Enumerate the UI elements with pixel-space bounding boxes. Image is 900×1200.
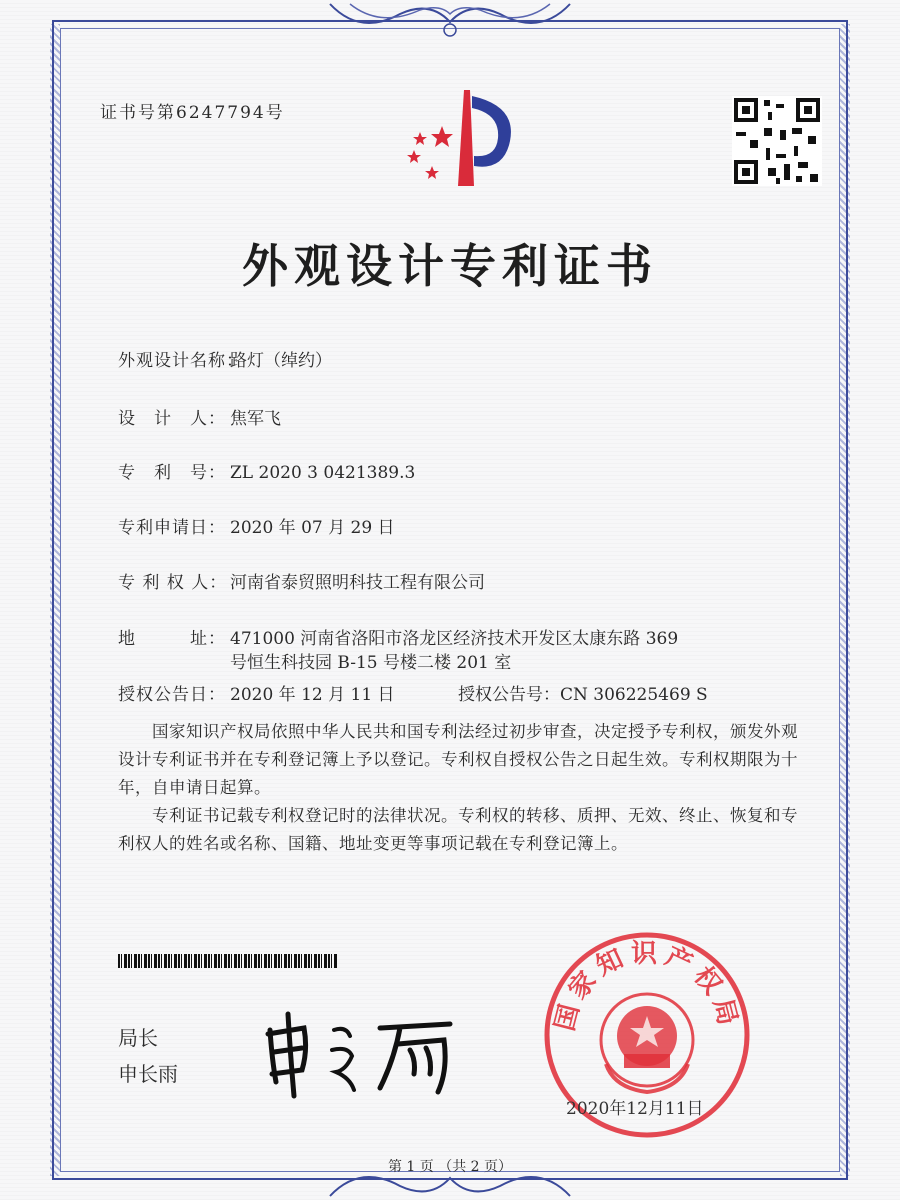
address-row — [118, 624, 678, 649]
grant-date-row — [118, 680, 395, 705]
filing-date-row — [118, 513, 395, 538]
design-name-row — [118, 346, 332, 371]
top-ornament-icon — [320, 0, 580, 42]
director-signature-icon — [250, 1000, 470, 1100]
grant-date-value: 2020 年 12 月 11 日 — [230, 685, 395, 705]
patent-number-label: 专 利 号： — [118, 463, 226, 483]
page-number: 第 1 页 （共 2 页） — [387, 1159, 513, 1175]
address-label: 地 址： — [118, 629, 226, 649]
design-name-label: 外观设计名称： — [118, 351, 244, 371]
grant-number-row — [458, 680, 708, 705]
grant-number-value: CN 306225469 S — [560, 685, 708, 705]
address-value-line1: 471000 河南省洛阳市洛龙区经济技术开发区太康东路 369 — [230, 629, 679, 649]
certificate-number: 证书号第6247794号 — [100, 103, 285, 123]
patentee-value: 河南省泰贸照明科技工程有限公司 — [230, 573, 485, 593]
designer-label: 设 计 人： — [118, 409, 226, 429]
seal-date: 2020年12月11日 — [566, 1099, 704, 1119]
director-title: 局长 — [118, 1026, 158, 1050]
designer-value: 焦军飞 — [230, 409, 281, 429]
patent-office-emblem-icon — [392, 86, 522, 196]
filing-date-label: 专利申请日： — [118, 518, 226, 538]
patentee-row — [118, 568, 485, 593]
patent-number-value: ZL 2020 3 0421389.3 — [230, 463, 416, 483]
qr-code-icon — [732, 96, 822, 186]
certificate-title: 外观设计专利证书 — [242, 239, 658, 293]
grant-number-label: 授权公告号： — [458, 685, 560, 705]
design-name-value: 路灯（绰约） — [230, 351, 332, 371]
patent-number-row — [118, 458, 415, 483]
filing-date-value: 2020 年 07 月 29 日 — [230, 518, 395, 538]
seal-text: 国家知识产权局 — [550, 938, 744, 1035]
grant-date-label: 授权公告日： — [118, 685, 226, 705]
director-name: 申长雨 — [118, 1062, 178, 1086]
legal-paragraph-1: 国家知识产权局依照中华人民共和国专利法经过初步审查，决定授予专利权，颁发外观设计专利证书并在专利登记簿上予以登记。专利权自授权公告之日起生效。专利权期限为十年，自申请日起算。 — [118, 722, 798, 797]
patentee-label: 专 利 权 人： — [118, 573, 228, 593]
legal-paragraph-2: 专利证书记载专利权登记时的法律状况。专利权的转移、质押、无效、终止、恢复和专利权人的姓名或名称、国籍、地址变更等事项记载在专利登记簿上。 — [118, 806, 798, 853]
barcode-icon — [118, 954, 338, 968]
designer-row — [118, 404, 281, 429]
address-value-line2: 号恒生科技园 B-15 号楼二楼 201 室 — [230, 653, 512, 673]
